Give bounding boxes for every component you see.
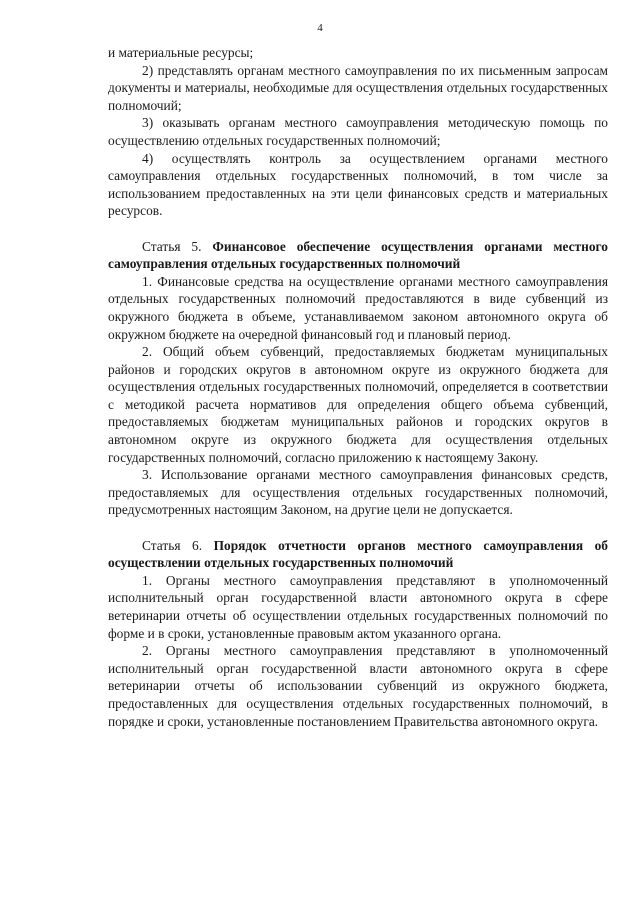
article-5-paragraph-1: 1. Финансовые средства на осуществление органами местного самоуправления отдельных государственных полномочий предоставляются в виде субвенций из окружного бюджета в объеме, устанавливаемом законом автономного округа об окружном бюджете на очередной финансовый год и плановый период. <box>108 273 608 342</box>
article-6-prefix: Статья 6. <box>142 537 203 553</box>
article-6-heading <box>108 537 608 572</box>
article-5-paragraph-2: 2. Общий объем субвенций, предоставляемых бюджетам муниципальных районов и городских округов в автономном округе из окружного бюджета для осуществления отдельных государственных полномочий, определяется в соответствии с методикой расчета нормативов для определения общего объема субвенций, предоставляемых бюджетам муниципальных районов и городских округов в автономном округе из окружного бюджета для осуществления отдельных государственных полномочий, согласно приложению к настоящему Закону. <box>108 344 608 465</box>
article-6-title: Порядок отчетности органов местного самоуправления об осуществлении отдельных государственных полномочий <box>108 537 608 571</box>
article-6-paragraph-1: 1. Органы местного самоуправления представляют в уполномоченный исполнительный орган государственной власти автономного округа в сфере ветеринарии отчеты об осуществлении отдельных государственных полномочий по форме и в сроки, установленные правовым актом указанного органа. <box>108 572 608 641</box>
article-5-prefix: Статья 5. <box>142 238 202 254</box>
article-6-paragraph-2: 2. Органы местного самоуправления представляют в уполномоченный исполнительный орган государственной власти автономного округа в сфере ветеринарии отчеты об использовании субвенций из окружного бюджета, предоставленных для осуществления отдельных государственных полномочий, в порядке и сроки, установленные постановлением Правительства автономного округа. <box>108 643 608 729</box>
page-number: 4 <box>317 22 323 34</box>
article-5-paragraph-3: 3. Использование органами местного самоуправления финансовых средств, предоставляемых для осуществления отдельных государственных полномочий, предусмотренных настоящим Законом, на другие цели не допускается. <box>108 467 608 518</box>
article-5-heading <box>108 238 608 273</box>
intro-item-3: 3) оказывать органам местного самоуправления методическую помощь по осуществлению отдельных государственных полномочий; <box>108 115 608 148</box>
intro-item-4: 4) осуществлять контроль за осуществлением органами местного самоуправления отдельных государственных полномочий, в том числе за использованием предоставленных на эти цели финансовых средств и материальных ресурсов. <box>108 150 608 219</box>
document-body <box>108 44 608 730</box>
intro-item-2: 2) представлять органам местного самоуправления по их письменным запросам документы и материалы, необходимые для осуществления отдельных государственных полномочий; <box>108 62 608 113</box>
article-5-title: Финансовое обеспечение осуществления органами местного самоуправления отдельных государственных полномочий <box>108 238 608 272</box>
intro-continuation: и материальные ресурсы; <box>108 45 254 60</box>
